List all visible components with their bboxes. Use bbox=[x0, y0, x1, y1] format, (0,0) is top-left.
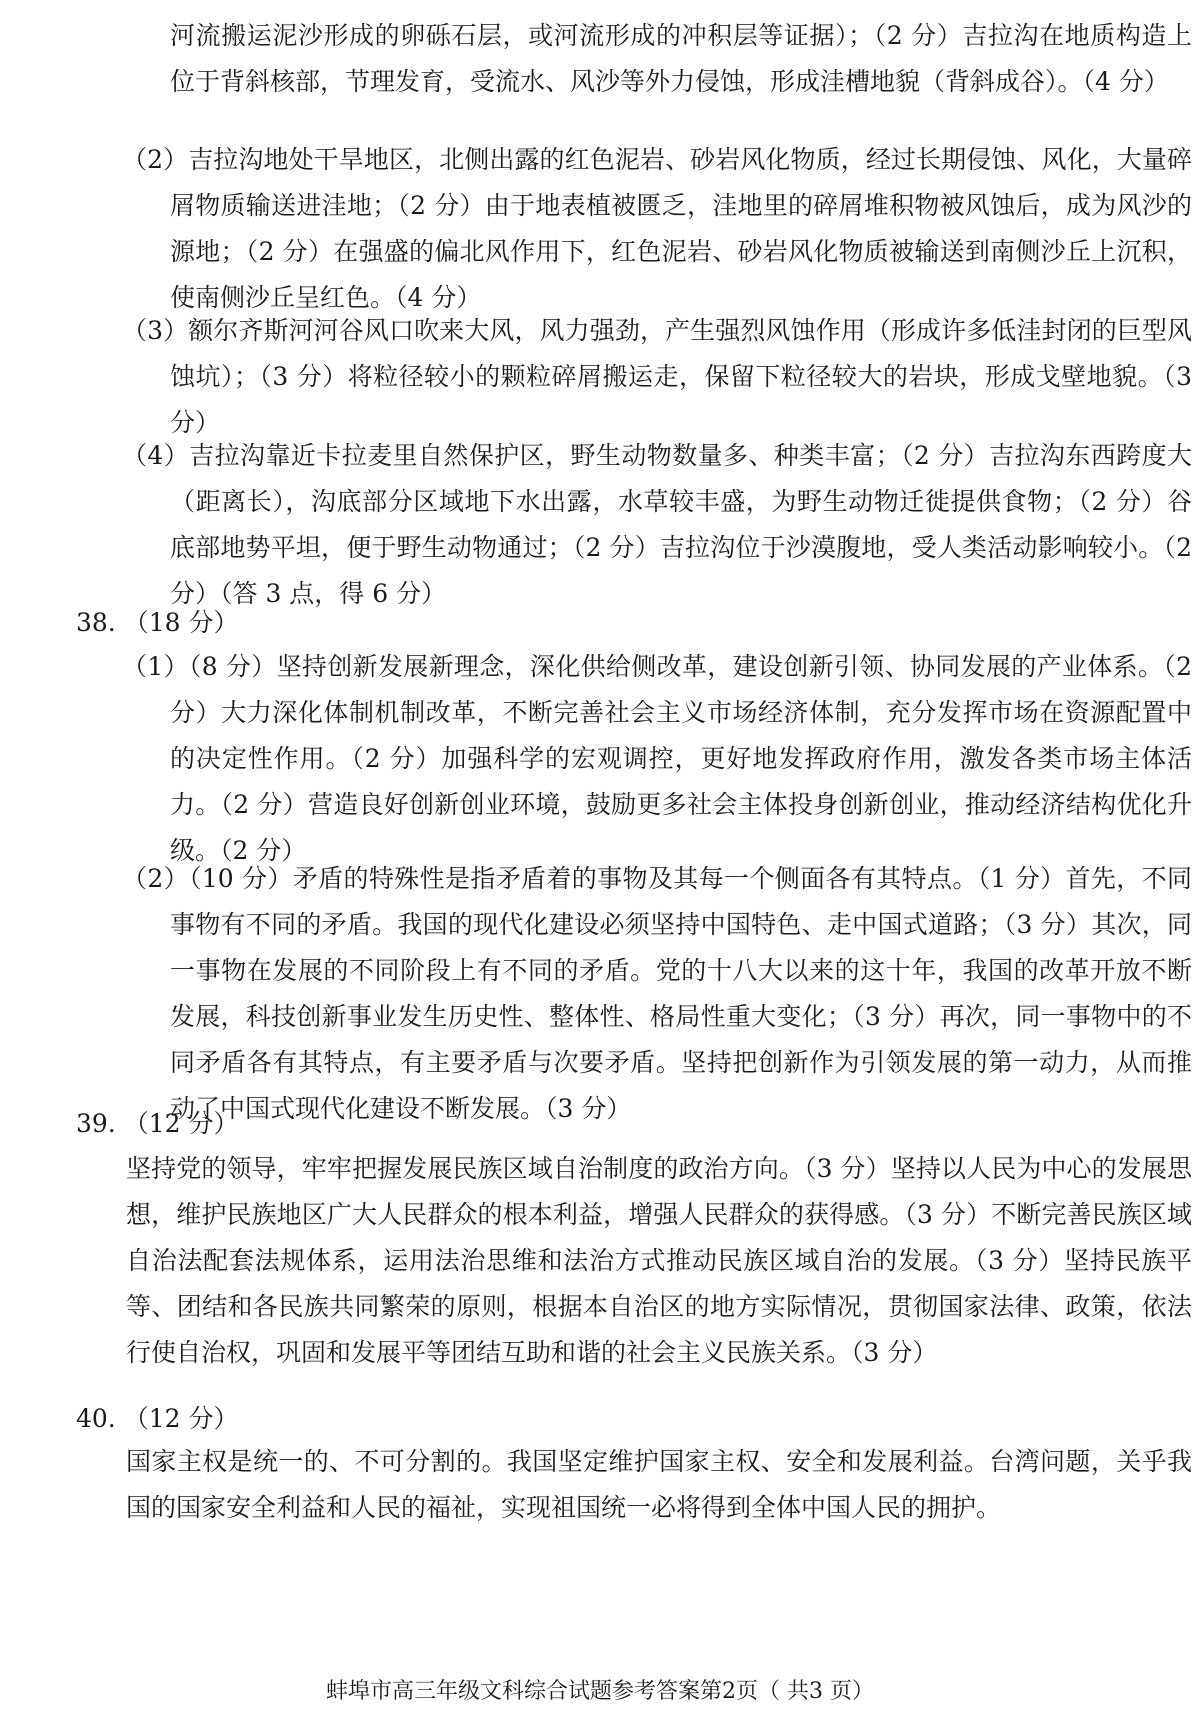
q39-heading: 39. （12 分） bbox=[76, 1109, 239, 1138]
q37-part2: （2）吉拉沟地处干旱地区，北侧出露的红色泥岩、砂岩风化物质，经过长期侵蚀、风化，大量碎屑物质输送进洼地；（2 分）由于地表植被匮乏，洼地里的碎屑堆积物被风蚀后，成为风沙的源地；（2 分）在强盛的偏北风作用下，红色泥岩、砂岩风化物质被输送到南侧沙丘上沉积，使南侧沙丘呈红色。（4 分） bbox=[122, 145, 1192, 312]
q37-part3: （3）额尔齐斯河河谷风口吹来大风，风力强劲，产生强烈风蚀作用（形成许多低洼封闭的巨型风蚀坑）；（3 分）将粒径较小的颗粒碎屑搬运走，保留下粒径较大的岩块，形成戈壁地貌。（3 分） bbox=[122, 316, 1192, 437]
q37-part4: （4）吉拉沟靠近卡拉麦里自然保护区，野生动物数量多、种类丰富；（2 分）吉拉沟东西跨度大（距离长），沟底部分区域地下水出露，水草较丰盛，为野生动物迁徙提供食物；（2 分）谷底部地势平坦，便于野生动物通过；（2 分）吉拉沟位于沙漠腹地，受人类活动影响较小。（2 分）（答 3 点，得 6 分） bbox=[122, 441, 1192, 608]
page-footer: 蚌埠市高三年级文科综合试题参考答案第2页（ 共3 页） bbox=[326, 1679, 874, 1704]
q40-answer: 国家主权是统一的、不可分割的。我国坚定维护国家主权、安全和发展利益。台湾问题，关乎我国的国家安全利益和人民的福祉，实现祖国统一必将得到全体中国人民的拥护。 bbox=[126, 1447, 1192, 1522]
q39-answer: 坚持党的领导，牢牢把握发展民族区域自治制度的政治方向。（3 分）坚持以人民为中心的发展思想，维护民族地区广大人民群众的根本利益，增强人民群众的获得感。（3 分）不断完善民族区域自治法配套法规体系，运用法治思维和法治方式推动民族区域自治的发展。（3 分）坚持民族平等、团结和各民族共同繁荣的原则，根据本自治区的地方实际情况，贯彻国家法律、政策，依法行使自治权，巩固和发展平等团结互助和谐的社会主义民族关系。（3 分） bbox=[126, 1154, 1192, 1367]
q38-heading: 38. （18 分） bbox=[76, 608, 239, 637]
q40-heading: 40. （12 分） bbox=[76, 1404, 239, 1433]
q38-part2: （2）（10 分）矛盾的特殊性是指矛盾着的事物及其每一个侧面各有其特点。（1 分）首先，不同事物有不同的矛盾。我国的现代化建设必须坚持中国特色、走中国式道路；（3 分）其次，同一事物在发展的不同阶段上有不同的矛盾。党的十八大以来的这十年，我国的改革开放不断发展，科技创新事业发生历史性、整体性、格局性重大变化；（3 分）再次，同一事物中的不同矛盾各有其特点，有主要矛盾与次要矛盾。坚持把创新作为引领发展的第一动力，从而推动了中国式现代化建设不断发展。（3 分） bbox=[122, 864, 1192, 1123]
q37-part1-continuation: 河流搬运泥沙形成的卵砾石层，或河流形成的冲积层等证据）；（2 分）吉拉沟在地质构造上位于背斜核部，节理发育，受流水、风沙等外力侵蚀，形成洼槽地貌（背斜成谷）。（4 分） bbox=[170, 21, 1192, 96]
q38-part1: （1）（8 分）坚持创新发展新理念，深化供给侧改革，建设创新引领、协同发展的产业体系。（2 分）大力深化体制机制改革，不断完善社会主义市场经济体制，充分发挥市场在资源配置中的决定性作用。（2 分）加强科学的宏观调控，更好地发挥政府作用，激发各类市场主体活力。（2 分）营造良好创新创业环境，鼓励更多社会主体投身创新创业，推动经济结构优化升级。（2 分） bbox=[122, 652, 1192, 865]
